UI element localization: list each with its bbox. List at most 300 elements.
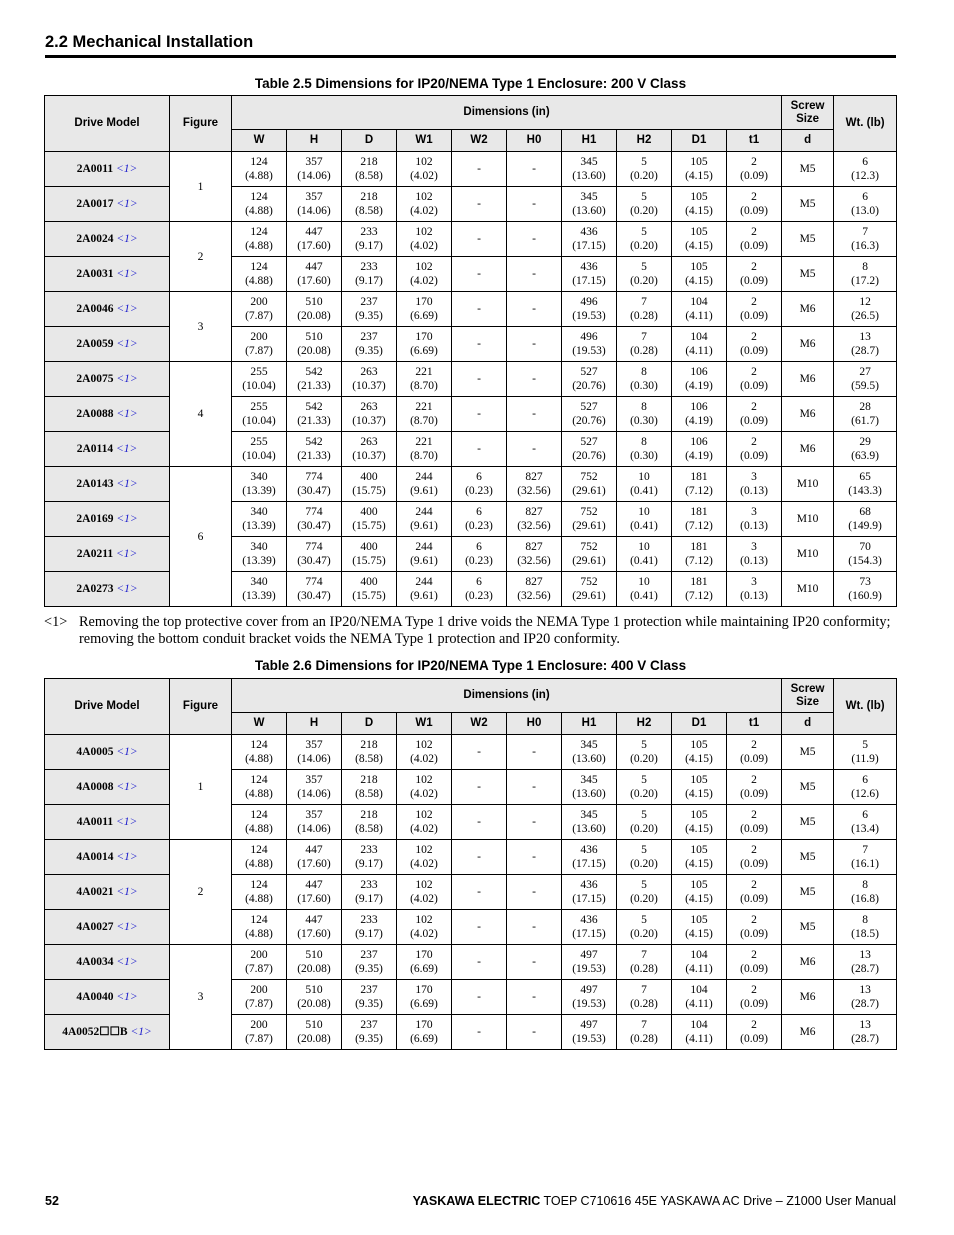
dimension-in: (6.69) [410,345,438,357]
dimension-cell [727,187,782,222]
weight-kg: 28 [859,401,871,413]
dimension-mm: 542 [305,366,323,378]
dimension-cell [452,222,507,257]
dimension-cell [507,257,562,292]
dimension-mm: 3 [751,541,757,553]
dimension-cell [672,1015,727,1050]
dimension-cell [672,572,727,607]
footnote-ref-link[interactable]: <1> [116,956,138,968]
dimension-mm: 105 [690,774,708,786]
dimension-mm: 510 [305,984,323,996]
dimension-cell [287,735,342,770]
dimension-cell [452,735,507,770]
dimension-mm: - [532,781,536,793]
dimension-in: (4.02) [410,928,438,940]
dimension-cell [562,1015,617,1050]
dimension-in: (29.61) [572,555,606,567]
dimension-in: (0.23) [465,590,493,602]
dimension-cell [342,432,397,467]
dimension-in: (19.53) [572,345,606,357]
dimension-mm: 105 [690,739,708,751]
dimension-in: (0.09) [740,380,768,392]
weight-cell [834,502,897,537]
dimension-cell [562,187,617,222]
footnote-ref-link[interactable]: <1> [116,816,138,828]
dimension-mm: 200 [250,331,268,343]
dimension-in: (0.09) [740,788,768,800]
dimension-mm: 6 [476,471,482,483]
dimension-mm: 827 [525,541,543,553]
dimension-mm: - [477,198,481,210]
weight-cell [834,257,897,292]
footnote-ref-link[interactable]: <1> [116,513,138,525]
dimension-cell [727,467,782,502]
dimension-mm: 170 [415,1019,433,1031]
dimension-cell [507,910,562,945]
dimension-mm: 233 [360,914,378,926]
dimension-cell [397,362,452,397]
dimension-mm: 102 [415,156,433,168]
dimension-cell [672,805,727,840]
dimension-cell [562,152,617,187]
screw-size-cell: M5 [782,805,834,840]
dimension-cell [342,222,397,257]
dimension-cell [672,735,727,770]
dimension-cell [287,152,342,187]
dimension-cell [397,397,452,432]
dimension-in: (17.15) [572,275,606,287]
dimension-cell [287,875,342,910]
screw-size-cell: M6 [782,432,834,467]
dimension-mm: 340 [250,541,268,553]
dimension-cell [507,1015,562,1050]
footnote-ref-link[interactable]: <1> [116,303,138,315]
dimension-in: (0.30) [630,415,658,427]
drive-model-name: 2A0114 [76,443,114,455]
dimension-in: (4.15) [685,893,713,905]
dimension-cell [672,980,727,1015]
dimension-mm: 2 [751,1019,757,1031]
dimension-cell [287,805,342,840]
dimension-in: (30.47) [297,555,331,567]
header-h2: H2 [617,713,672,735]
dimension-mm: 2 [751,191,757,203]
header-screw-size: Screw Size [782,679,834,713]
screw-size-cell: M6 [782,980,834,1015]
dimension-mm: 104 [690,331,708,343]
dimension-cell [452,770,507,805]
dimension-cell [397,805,452,840]
dimension-cell [672,152,727,187]
footnote-ref-link[interactable]: <1> [116,781,138,793]
dimension-in: (10.04) [242,450,276,462]
dimension-mm: 106 [690,401,708,413]
dimension-mm: 827 [525,576,543,588]
dimension-in: (0.20) [630,893,658,905]
dimension-in: (21.33) [297,380,331,392]
dimension-in: (4.15) [685,788,713,800]
footnote-ref-link[interactable]: <1> [116,408,138,420]
footnote-ref-link[interactable]: <1> [116,991,138,1003]
dimension-cell [672,840,727,875]
dimension-mm: - [532,851,536,863]
dimension-mm: 2 [751,914,757,926]
footnote-ref-link[interactable]: <1> [116,921,138,933]
weight-kg: 5 [862,739,868,751]
drive-model-cell [45,980,170,1015]
dimension-in: (15.75) [352,520,386,532]
table-row [45,467,897,502]
dimension-in: (10.37) [352,380,386,392]
dimension-mm: 233 [360,879,378,891]
dimension-in: (0.28) [630,1033,658,1045]
dimension-in: (29.61) [572,520,606,532]
dimension-in: (6.69) [410,310,438,322]
screw-size-cell: M6 [782,362,834,397]
dimension-mm: - [477,303,481,315]
screw-size-cell: M10 [782,467,834,502]
dimension-in: (4.02) [410,170,438,182]
dimension-cell [232,397,287,432]
dimension-mm: 124 [250,879,268,891]
weight-kg: 8 [862,261,868,273]
dimension-cell [342,502,397,537]
dimension-in: (0.20) [630,240,658,252]
weight-cell [834,1015,897,1050]
weight-cell [834,805,897,840]
dimension-cell [342,467,397,502]
dimension-in: (20.76) [572,415,606,427]
footnote-ref-link[interactable]: <1> [116,198,138,210]
weight-lb: (11.9) [851,753,879,765]
dimension-in: (0.28) [630,998,658,1010]
dimension-in: (19.53) [572,998,606,1010]
weight-lb: (13.4) [851,823,879,835]
dimension-in: (17.60) [297,858,331,870]
drive-model-cell [45,222,170,257]
dimension-mm: 510 [305,949,323,961]
dimension-mm: 105 [690,261,708,273]
dimension-in: (4.15) [685,928,713,940]
weight-lb: (16.1) [851,858,879,870]
footnote-tag: <1> [44,614,68,630]
dimension-cell [617,432,672,467]
dimension-mm: 105 [690,156,708,168]
dimension-mm: 124 [250,191,268,203]
dimension-mm: 5 [641,844,647,856]
dimension-cell [507,222,562,257]
dimension-mm: 357 [305,774,323,786]
dimension-cell [727,572,782,607]
dimension-mm: - [477,816,481,828]
footnote-ref-link[interactable]: <1> [116,338,138,350]
footnote-ref-link[interactable]: <1> [116,443,138,455]
dimension-in: (0.09) [740,240,768,252]
drive-model-name: 4A0034 [76,956,114,968]
weight-cell [834,467,897,502]
dimension-mm: - [477,1026,481,1038]
drive-model-name: 2A0011 [76,163,114,175]
dimension-cell [232,910,287,945]
dimension-in: (32.56) [517,555,551,567]
dimension-in: (8.58) [355,753,383,765]
drive-model-cell [45,910,170,945]
dimension-mm: - [477,921,481,933]
dimension-cell [672,910,727,945]
dimension-in: (8.58) [355,788,383,800]
dimension-mm: 10 [638,541,650,553]
dimension-in: (17.15) [572,240,606,252]
footnote-ref-link[interactable]: <1> [116,163,138,175]
dimension-cell [287,362,342,397]
drive-model-cell [45,187,170,222]
dimension-in: (0.13) [740,485,768,497]
dimension-in: (0.20) [630,170,658,182]
dimension-cell [617,840,672,875]
dimension-mm: 221 [415,436,433,448]
dimension-mm: 436 [580,914,598,926]
dimension-mm: 527 [580,436,598,448]
dimension-mm: 5 [641,156,647,168]
dimension-cell [342,327,397,362]
footnote-ref-link[interactable]: <1> [116,373,138,385]
dimension-mm: 244 [415,541,433,553]
weight-lb: (154.3) [848,555,882,567]
figure-cell: 2 [170,840,232,945]
dimension-mm: 170 [415,949,433,961]
drive-model-cell [45,875,170,910]
screw-size-cell: M5 [782,257,834,292]
drive-model-cell [45,805,170,840]
drive-model-cell [45,152,170,187]
drive-model-name: 2A0059 [76,338,114,350]
dimension-mm: 527 [580,401,598,413]
dimension-mm: 436 [580,261,598,273]
dimension-mm: 6 [476,541,482,553]
weight-cell [834,910,897,945]
table-row [45,735,897,770]
dimension-mm: 752 [580,576,598,588]
dimension-in: (4.02) [410,893,438,905]
dimension-mm: - [477,991,481,1003]
dimension-cell [232,572,287,607]
dimension-in: (20.08) [297,963,331,975]
header-t1: t1 [727,713,782,735]
weight-kg: 6 [862,774,868,786]
dimension-in: (14.06) [297,205,331,217]
dimension-cell [507,805,562,840]
dimension-mm: 447 [305,261,323,273]
dimension-cell [617,362,672,397]
dimension-cell [617,805,672,840]
dimension-in: (30.47) [297,485,331,497]
weight-cell [834,735,897,770]
weight-kg: 13 [859,949,871,961]
footnote-ref-link[interactable]: <1> [116,746,138,758]
dimension-in: (17.60) [297,893,331,905]
dimension-in: (14.06) [297,170,331,182]
dimension-in: (9.61) [410,485,438,497]
dimension-cell [452,572,507,607]
dimension-in: (4.02) [410,753,438,765]
weight-lb: (160.9) [848,590,882,602]
dimension-mm: - [477,233,481,245]
dimension-cell [617,502,672,537]
dimension-in: (29.61) [572,590,606,602]
dimension-cell [397,910,452,945]
dimension-cell [727,362,782,397]
dimension-mm: 105 [690,914,708,926]
dimension-in: (0.09) [740,998,768,1010]
header-screw-size: Screw Size [782,96,834,130]
dimension-in: (9.17) [355,858,383,870]
footnote-ref-link[interactable]: <1> [116,478,138,490]
table-400v-dimensions [44,678,897,1050]
dimension-cell [617,222,672,257]
dimension-in: (19.53) [572,1033,606,1045]
dimension-mm: 237 [360,949,378,961]
dimension-mm: - [532,816,536,828]
dimension-cell [672,770,727,805]
dimension-in: (10.04) [242,380,276,392]
dimension-in: (4.02) [410,275,438,287]
dimension-cell [562,875,617,910]
drive-model-name: 2A0169 [76,513,114,525]
dimension-in: (13.60) [572,205,606,217]
dimension-mm: 170 [415,296,433,308]
dimension-mm: - [532,338,536,350]
dimension-in: (0.09) [740,753,768,765]
drive-model-name: 2A0143 [76,478,114,490]
dimension-mm: - [477,886,481,898]
dimension-mm: 102 [415,739,433,751]
dimension-in: (13.39) [242,590,276,602]
dimension-in: (4.11) [685,998,713,1010]
dimension-in: (0.13) [740,520,768,532]
dimension-mm: 181 [690,471,708,483]
table-200v-body [45,152,897,607]
dimension-in: (9.35) [355,310,383,322]
dimension-mm: - [532,921,536,933]
dimension-in: (0.28) [630,963,658,975]
footnote-ref-link[interactable]: <1> [116,548,138,560]
figure-cell: 3 [170,945,232,1050]
dimension-in: (0.41) [630,555,658,567]
dimension-in: (0.30) [630,450,658,462]
footnote-ref-link[interactable]: <1> [116,583,138,595]
dimension-mm: 124 [250,914,268,926]
dimension-cell [342,292,397,327]
weight-lb: (12.6) [851,788,879,800]
dimension-in: (0.20) [630,788,658,800]
dimension-mm: 104 [690,1019,708,1031]
dimension-mm: - [477,781,481,793]
dimension-in: (4.88) [245,240,273,252]
weight-lb: (61.7) [851,415,879,427]
dimension-in: (0.13) [740,555,768,567]
dimension-mm: 255 [250,366,268,378]
dimension-cell [397,257,452,292]
dimension-cell [672,537,727,572]
dimension-cell [727,257,782,292]
dimension-mm: - [532,408,536,420]
dimension-in: (0.09) [740,823,768,835]
table-2-6-title: Table 2.6 Dimensions for IP20/NEMA Type 1 Enclosure: 400 V Class [254,658,687,673]
footnote-ref-link[interactable]: <1> [116,851,138,863]
dimension-cell [507,467,562,502]
weight-kg: 8 [862,879,868,891]
dimension-cell [507,875,562,910]
dimension-cell [727,980,782,1015]
dimension-cell [452,257,507,292]
dimension-cell [617,735,672,770]
dimension-cell [672,875,727,910]
dimension-cell [452,502,507,537]
weight-lb: (28.7) [851,345,879,357]
dimension-in: (19.53) [572,310,606,322]
dimension-mm: 244 [415,506,433,518]
dimension-mm: 237 [360,331,378,343]
header-screw-d: d [782,130,834,152]
weight-cell [834,980,897,1015]
drive-model-cell [45,502,170,537]
dimension-mm: 6 [476,576,482,588]
dimension-mm: 124 [250,774,268,786]
dimension-mm: 233 [360,226,378,238]
dimension-cell [342,187,397,222]
dimension-mm: 2 [751,436,757,448]
screw-size-cell: M5 [782,187,834,222]
dimension-mm: 2 [751,261,757,273]
dimension-cell [397,467,452,502]
dimension-in: (9.17) [355,275,383,287]
dimension-in: (0.13) [740,590,768,602]
dimension-mm: 170 [415,331,433,343]
weight-kg: 70 [859,541,871,553]
footnote-ref-link[interactable]: <1> [130,1026,152,1038]
dimension-mm: 10 [638,506,650,518]
dimension-in: (8.70) [410,415,438,427]
dimension-in: (4.88) [245,753,273,765]
dimension-cell [617,467,672,502]
footnote-ref-link[interactable]: <1> [116,233,138,245]
dimension-cell [562,327,617,362]
dimension-cell [507,152,562,187]
dimension-mm: 827 [525,506,543,518]
header-w: W [232,713,287,735]
figure-cell: 4 [170,362,232,467]
header-d: D [342,713,397,735]
dimension-in: (0.30) [630,380,658,392]
dimension-mm: 102 [415,914,433,926]
dimension-cell [342,805,397,840]
dimension-mm: - [477,338,481,350]
dimension-in: (4.02) [410,788,438,800]
dimension-in: (4.02) [410,823,438,835]
footnote-ref-link[interactable]: <1> [116,886,138,898]
dimension-mm: 2 [751,774,757,786]
drive-model-name: 2A0017 [76,198,114,210]
dimension-in: (4.88) [245,893,273,905]
dimension-cell [232,257,287,292]
dimension-mm: 105 [690,844,708,856]
dimension-cell [452,910,507,945]
dimension-mm: 218 [360,809,378,821]
dimension-cell [452,187,507,222]
dimension-mm: 510 [305,331,323,343]
footnote-ref-link[interactable]: <1> [116,268,138,280]
dimension-in: (17.60) [297,240,331,252]
